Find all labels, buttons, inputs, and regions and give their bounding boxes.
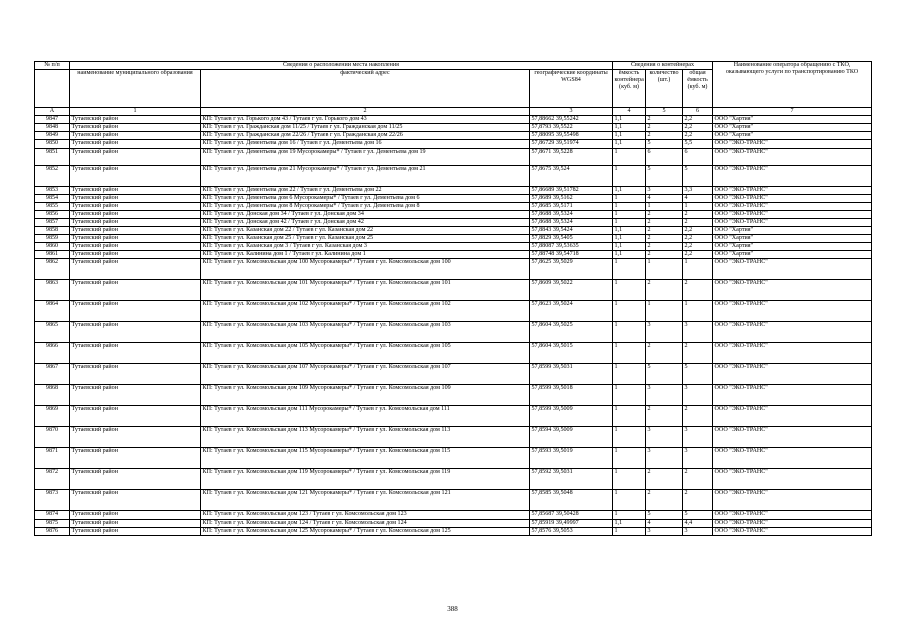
col-index: 1 [70, 108, 201, 116]
row-operator: ООО "ЭКО-ТРАНС" [713, 490, 872, 511]
row-coords: 57,8594 39,5009 [530, 427, 613, 448]
header-count: количество (шт.) [646, 70, 683, 108]
row-capacity: 1 [613, 322, 646, 343]
row-municipality: Тутаевский район [70, 427, 201, 448]
row-coords: 57,88087 39,53635 [530, 243, 613, 251]
header-operator: Наименование оператора обращению с ТКО, оказывающего услуги по транспортированию ТКО [713, 62, 872, 108]
row-number: 9866 [35, 343, 70, 364]
row-address: КП: Тутаев г ул. Дементьева дом 22 / Тутаев г ул. Дементьева дом 22 [201, 186, 530, 194]
row-municipality: Тутаевский район [70, 165, 201, 186]
row-operator: ООО "ЭКО-ТРАНС" [713, 280, 872, 301]
row-address: КП: Тутаев г ул. Калинина дом 1 / Тутаев г ул. Калинина дом 1 [201, 251, 530, 259]
row-capacity: 1 [613, 210, 646, 218]
row-municipality: Тутаевский район [70, 322, 201, 343]
row-operator: ООО "ЭКО-ТРАНС" [713, 527, 872, 535]
row-total: 2 [683, 218, 713, 226]
row-operator: ООО "ЭКО-ТРАНС" [713, 519, 872, 527]
row-operator: ООО "ЭКО-ТРАНС" [713, 385, 872, 406]
row-coords: 57,8625 39,5029 [530, 259, 613, 280]
row-operator: ООО "ЭКО-ТРАНС" [713, 259, 872, 280]
row-address: КП: Тутаев г ул. Донская дом 34 / Тутаев г ул. Донская дом 34 [201, 210, 530, 218]
row-capacity: 1,1 [613, 124, 646, 132]
table-row [35, 322, 872, 343]
row-total: 5 [683, 165, 713, 186]
row-capacity: 1 [613, 202, 646, 210]
row-total: 2,2 [683, 116, 713, 124]
row-count: 2 [646, 469, 683, 490]
row-number: 9863 [35, 280, 70, 301]
table-row [35, 490, 872, 511]
header-total: общая ёмкость (куб. м) [683, 70, 713, 108]
row-address: КП: Тутаев г ул. Комсомольская дом 119 Мусорокамеры* / Тутаев г ул. Комсомольская дом 119 [201, 469, 530, 490]
row-total: 3 [683, 385, 713, 406]
row-municipality: Тутаевский район [70, 140, 201, 148]
row-operator: ООО "ЭКО-ТРАНС" [713, 511, 872, 519]
row-operator: ООО "Хартия" [713, 251, 872, 259]
table-row [35, 427, 872, 448]
row-municipality: Тутаевский район [70, 511, 201, 519]
row-address: КП: Тутаев г ул. Дементьева дом 19 Мусорокамеры* / Тутаев г ул. Дементьева дом 19 [201, 148, 530, 165]
row-capacity: 1 [613, 259, 646, 280]
row-count: 2 [646, 406, 683, 427]
row-number: 9867 [35, 364, 70, 385]
col-index: 3 [530, 108, 613, 116]
row-total: 2 [683, 210, 713, 218]
row-address: КП: Тутаев г ул. Комсомольская дом 123 / Тутаев г ул. Комсомольская дом 123 [201, 511, 530, 519]
col-index: 7 [713, 108, 872, 116]
row-operator: ООО "ЭКО-ТРАНС" [713, 322, 872, 343]
row-coords: 57,8599 39,5031 [530, 364, 613, 385]
row-municipality: Тутаевский район [70, 202, 201, 210]
row-number: 9848 [35, 124, 70, 132]
row-total: 5,5 [683, 140, 713, 148]
row-coords: 57,8675 39,524 [530, 165, 613, 186]
row-municipality: Тутаевский район [70, 280, 201, 301]
row-count: 2 [646, 243, 683, 251]
row-total: 2,2 [683, 124, 713, 132]
row-count: 2 [646, 132, 683, 140]
row-address: КП: Тутаев г ул. Дементьева дом 16 / Тутаев г ул. Дементьева дом 16 [201, 140, 530, 148]
row-address: КП: Тутаев г ул. Комсомольская дом 111 Мусорокамеры* / Тутаев г ул. Комсомольская дом 111 [201, 406, 530, 427]
row-number: 9856 [35, 210, 70, 218]
row-address: КП: Тутаев г ул. Комсомольская дом 102 Мусорокамеры* / Тутаев г ул. Комсомольская дом 102 [201, 301, 530, 322]
table-row [35, 343, 872, 364]
row-operator: ООО "ЭКО-ТРАНС" [713, 194, 872, 202]
row-count: 2 [646, 116, 683, 124]
table-row [35, 406, 872, 427]
row-number: 9874 [35, 511, 70, 519]
row-address: КП: Тутаев г ул. Комсомольская дом 101 Мусорокамеры* / Тутаев г ул. Комсомольская дом 101 [201, 280, 530, 301]
row-number: 9872 [35, 469, 70, 490]
row-address: КП: Тутаев г ул. Комсомольская дом 105 Мусорокамеры* / Тутаев г ул. Комсомольская дом 105 [201, 343, 530, 364]
row-capacity: 1,1 [613, 140, 646, 148]
table-row [35, 165, 872, 186]
row-municipality: Тутаевский район [70, 385, 201, 406]
row-number: 9851 [35, 148, 70, 165]
row-count: 3 [646, 427, 683, 448]
row-capacity: 1 [613, 194, 646, 202]
row-address: КП: Тутаев г ул. Казанская дом 3 / Тутаев г ул. Казанская дом 3 [201, 243, 530, 251]
row-coords: 57,88095 39,55498 [530, 132, 613, 140]
row-count: 3 [646, 385, 683, 406]
table-row [35, 186, 872, 194]
table-row [35, 511, 872, 519]
table-row [35, 251, 872, 259]
row-capacity: 1,1 [613, 243, 646, 251]
row-total: 3 [683, 527, 713, 535]
table-row [35, 301, 872, 322]
row-municipality: Тутаевский район [70, 259, 201, 280]
row-operator: ООО "ЭКО-ТРАНС" [713, 301, 872, 322]
row-number: 9875 [35, 519, 70, 527]
row-total: 3 [683, 448, 713, 469]
row-number: 9849 [35, 132, 70, 140]
row-coords: 57,85919 39,49997 [530, 519, 613, 527]
table-row [35, 116, 872, 124]
row-operator: ООО "ЭКО-ТРАНС" [713, 148, 872, 165]
row-municipality: Тутаевский район [70, 124, 201, 132]
header-group-containers: Сведения о контейнерах [613, 62, 713, 70]
header-empty [35, 70, 70, 108]
row-count: 2 [646, 218, 683, 226]
row-number: 9855 [35, 202, 70, 210]
row-capacity: 1,1 [613, 251, 646, 259]
row-municipality: Тутаевский район [70, 186, 201, 194]
row-operator: ООО "Хартия" [713, 243, 872, 251]
row-capacity: 1 [613, 490, 646, 511]
header-group-location: Сведения о расположении места накопления [70, 62, 613, 70]
row-municipality: Тутаевский район [70, 469, 201, 490]
row-count: 4 [646, 519, 683, 527]
row-capacity: 1 [613, 218, 646, 226]
row-address: КП: Тутаев г ул. Дементьева дом 21 Мусорокамеры* / Тутаев г ул. Дементьева дом 21 [201, 165, 530, 186]
row-number: 9864 [35, 301, 70, 322]
row-operator: ООО "ЭКО-ТРАНС" [713, 165, 872, 186]
row-number: 9860 [35, 243, 70, 251]
row-total: 5 [683, 511, 713, 519]
row-operator: ООО "Хартия" [713, 124, 872, 132]
table-row [35, 385, 872, 406]
row-municipality: Тутаевский район [70, 132, 201, 140]
row-total: 2 [683, 490, 713, 511]
row-municipality: Тутаевский район [70, 301, 201, 322]
row-count: 1 [646, 259, 683, 280]
row-total: 1 [683, 202, 713, 210]
table-row [35, 448, 872, 469]
row-count: 1 [646, 301, 683, 322]
row-number: 9871 [35, 448, 70, 469]
row-municipality: Тутаевский район [70, 210, 201, 218]
row-capacity: 1 [613, 385, 646, 406]
row-municipality: Тутаевский район [70, 448, 201, 469]
row-capacity: 1 [613, 527, 646, 535]
row-municipality: Тутаевский район [70, 251, 201, 259]
row-capacity: 1 [613, 301, 646, 322]
row-municipality: Тутаевский район [70, 148, 201, 165]
table-row [35, 140, 872, 148]
row-count: 1 [646, 202, 683, 210]
column-index-row [35, 108, 872, 116]
row-capacity: 1 [613, 511, 646, 519]
header-capacity: ёмкость контейнера (куб. м) [613, 70, 646, 108]
row-total: 2 [683, 280, 713, 301]
row-number: 9858 [35, 227, 70, 235]
row-operator: ООО "ЭКО-ТРАНС" [713, 469, 872, 490]
row-total: 4,4 [683, 519, 713, 527]
row-coords: 57,85687 39,50428 [530, 511, 613, 519]
row-number: 9854 [35, 194, 70, 202]
row-count: 3 [646, 448, 683, 469]
row-coords: 57,8671 39,5228 [530, 148, 613, 165]
row-number: 9850 [35, 140, 70, 148]
row-capacity: 1,1 [613, 235, 646, 243]
row-municipality: Тутаевский район [70, 218, 201, 226]
row-address: КП: Тутаев г ул. Казанская дом 25 / Тутаев г ул. Казанская дом 25 [201, 235, 530, 243]
header-coords: географические координаты WGS84 [530, 70, 613, 108]
row-operator: ООО "ЭКО-ТРАНС" [713, 427, 872, 448]
row-municipality: Тутаевский район [70, 235, 201, 243]
row-count: 4 [646, 194, 683, 202]
table-row [35, 364, 872, 385]
row-number: 9852 [35, 165, 70, 186]
row-total: 2,2 [683, 235, 713, 243]
row-total: 4 [683, 194, 713, 202]
row-operator: ООО "ЭКО-ТРАНС" [713, 210, 872, 218]
table-row [35, 124, 872, 132]
row-coords: 57,86729 39,51974 [530, 140, 613, 148]
row-address: КП: Тутаев г ул. Донская дом 42 / Тутаев г ул. Донская дом 42 [201, 218, 530, 226]
row-coords: 57,8604 39,5025 [530, 322, 613, 343]
row-total: 2,2 [683, 243, 713, 251]
row-municipality: Тутаевский район [70, 490, 201, 511]
row-count: 2 [646, 343, 683, 364]
row-address: КП: Тутаев г ул. Комсомольская дом 107 Мусорокамеры* / Тутаев г ул. Комсомольская дом 107 [201, 364, 530, 385]
row-municipality: Тутаевский район [70, 364, 201, 385]
row-coords: 57,8593 39,5019 [530, 448, 613, 469]
row-operator: ООО "ЭКО-ТРАНС" [713, 448, 872, 469]
row-municipality: Тутаевский район [70, 406, 201, 427]
row-number: 9868 [35, 385, 70, 406]
row-municipality: Тутаевский район [70, 227, 201, 235]
row-address: КП: Тутаев г ул. Гражданская дом 11/25 / Тутаев г ул. Гражданская дом 11/25 [201, 124, 530, 132]
row-address: КП: Тутаев г ул. Комсомольская дом 103 Мусорокамеры* / Тутаев г ул. Комсомольская дом 103 [201, 322, 530, 343]
row-number: 9857 [35, 218, 70, 226]
row-capacity: 1 [613, 469, 646, 490]
row-count: 2 [646, 490, 683, 511]
row-coords: 57,8685 39,5171 [530, 202, 613, 210]
row-total: 6 [683, 148, 713, 165]
row-total: 3,3 [683, 186, 713, 194]
row-total: 3 [683, 322, 713, 343]
row-total: 3 [683, 427, 713, 448]
row-operator: ООО "ЭКО-ТРАНС" [713, 406, 872, 427]
row-coords: 57,8843 39,5424 [530, 227, 613, 235]
row-capacity: 1 [613, 406, 646, 427]
row-coords: 57,8592 39,5031 [530, 469, 613, 490]
row-number: 9869 [35, 406, 70, 427]
row-capacity: 1 [613, 165, 646, 186]
header-address: фактический адрес [201, 70, 530, 108]
row-address: КП: Тутаев г ул. Комсомольская дом 125 Мусорокамеры* / Тутаев г ул. Комсомольская дом 125 [201, 527, 530, 535]
row-count: 3 [646, 527, 683, 535]
row-count: 2 [646, 227, 683, 235]
table-row [35, 235, 872, 243]
table-row [35, 243, 872, 251]
row-number: 9861 [35, 251, 70, 259]
row-count: 5 [646, 165, 683, 186]
row-municipality: Тутаевский район [70, 343, 201, 364]
col-index: 6 [683, 108, 713, 116]
row-coords: 57,8576 39,5053 [530, 527, 613, 535]
row-capacity: 1 [613, 148, 646, 165]
row-operator: ООО "ЭКО-ТРАНС" [713, 202, 872, 210]
row-capacity: 1 [613, 343, 646, 364]
row-operator: ООО "ЭКО-ТРАНС" [713, 140, 872, 148]
row-coords: 57,8793 39,5522 [530, 124, 613, 132]
table-row [35, 227, 872, 235]
row-operator: ООО "ЭКО-ТРАНС" [713, 186, 872, 194]
row-coords: 57,8599 39,5018 [530, 385, 613, 406]
row-number: 9865 [35, 322, 70, 343]
row-count: 2 [646, 280, 683, 301]
header-row-groups [35, 62, 872, 70]
row-operator: ООО "Хартия" [713, 235, 872, 243]
row-coords: 57,8604 39,5015 [530, 343, 613, 364]
col-index: 4 [613, 108, 646, 116]
table-row [35, 148, 872, 165]
row-address: КП: Тутаев г ул. Комсомольская дом 113 Мусорокамеры* / Тутаев г ул. Комсомольская дом 113 [201, 427, 530, 448]
row-total: 1 [683, 301, 713, 322]
row-municipality: Тутаевский район [70, 243, 201, 251]
row-total: 2,2 [683, 227, 713, 235]
row-municipality: Тутаевский район [70, 527, 201, 535]
col-index: 5 [646, 108, 683, 116]
row-coords: 57,88662 39,55242 [530, 116, 613, 124]
row-address: КП: Тутаев г ул. Комсомольская дом 109 Мусорокамеры* / Тутаев г ул. Комсомольская дом 109 [201, 385, 530, 406]
row-count: 5 [646, 511, 683, 519]
table-row [35, 194, 872, 202]
table-row [35, 280, 872, 301]
row-municipality: Тутаевский район [70, 519, 201, 527]
row-operator: ООО "Хартия" [713, 116, 872, 124]
row-coords: 57,8599 39,5009 [530, 406, 613, 427]
row-count: 5 [646, 364, 683, 385]
table-row [35, 132, 872, 140]
row-address: КП: Тутаев г ул. Комсомольская дом 121 Мусорокамеры* / Тутаев г ул. Комсомольская дом 121 [201, 490, 530, 511]
col-index: 2 [201, 108, 530, 116]
row-address: КП: Тутаев г ул. Дементьева дом 8 Мусорокамеры* / Тутаев г ул. Дементьева дом 8 [201, 202, 530, 210]
row-coords: 57,8585 39,5048 [530, 490, 613, 511]
row-count: 2 [646, 251, 683, 259]
row-address: КП: Тутаев г ул. Казанская дом 22 / Тутаев г ул. Казанская дом 22 [201, 227, 530, 235]
row-count: 2 [646, 235, 683, 243]
row-municipality: Тутаевский район [70, 116, 201, 124]
row-coords: 57,8688 39,5324 [530, 210, 613, 218]
row-operator: ООО "ЭКО-ТРАНС" [713, 343, 872, 364]
row-capacity: 1 [613, 427, 646, 448]
row-address: КП: Тутаев г ул. Комсомольская дом 124 / Тутаев г ул. Комсомольская дом 124 [201, 519, 530, 527]
row-capacity: 1 [613, 448, 646, 469]
row-coords: 57,86689 39,51782 [530, 186, 613, 194]
row-capacity: 1 [613, 280, 646, 301]
row-count: 2 [646, 210, 683, 218]
table-row [35, 210, 872, 218]
table-row [35, 202, 872, 210]
row-coords: 57,8688 39,5324 [530, 218, 613, 226]
row-number: 9853 [35, 186, 70, 194]
row-capacity: 1,1 [613, 519, 646, 527]
row-address: КП: Тутаев г ул. Комсомольская дом 115 Мусорокамеры* / Тутаев г ул. Комсомольская дом 115 [201, 448, 530, 469]
row-number: 9873 [35, 490, 70, 511]
table-row [35, 469, 872, 490]
row-coords: 57,8689 39,5162 [530, 194, 613, 202]
row-coords: 57,8623 39,5024 [530, 301, 613, 322]
row-coords: 57,88748 39,54718 [530, 251, 613, 259]
table-row [35, 259, 872, 280]
table-row [35, 218, 872, 226]
row-operator: ООО "ЭКО-ТРАНС" [713, 364, 872, 385]
row-total: 2 [683, 406, 713, 427]
row-address: КП: Тутаев г ул. Дементьева дом 6 Мусорокамеры* / Тутаев г ул. Дементьева дом 6 [201, 194, 530, 202]
row-count: 6 [646, 148, 683, 165]
row-total: 1 [683, 259, 713, 280]
row-operator: ООО "Хартия" [713, 132, 872, 140]
header-municipality: наименование муниципального образования [70, 70, 201, 108]
row-coords: 57,8609 39,5022 [530, 280, 613, 301]
row-total: 2,2 [683, 132, 713, 140]
row-count: 3 [646, 186, 683, 194]
row-capacity: 1 [613, 364, 646, 385]
row-capacity: 1,1 [613, 186, 646, 194]
row-number: 9847 [35, 116, 70, 124]
row-municipality: Тутаевский район [70, 194, 201, 202]
col-index: А [35, 108, 70, 116]
row-operator: ООО "Хартия" [713, 227, 872, 235]
row-total: 2 [683, 343, 713, 364]
row-address: КП: Тутаев г ул. Горького дом 43 / Тутаев г ул. Горького дом 43 [201, 116, 530, 124]
page-number: 388 [447, 605, 458, 613]
row-operator: ООО "ЭКО-ТРАНС" [713, 218, 872, 226]
row-total: 2 [683, 469, 713, 490]
row-capacity: 1,1 [613, 116, 646, 124]
row-total: 5 [683, 364, 713, 385]
row-total: 2,2 [683, 251, 713, 259]
row-number: 9870 [35, 427, 70, 448]
waste-sites-table [34, 61, 872, 536]
row-number: 9862 [35, 259, 70, 280]
row-count: 3 [646, 322, 683, 343]
row-capacity: 1,1 [613, 132, 646, 140]
table-row [35, 519, 872, 527]
row-number: 9876 [35, 527, 70, 535]
row-coords: 57,8829 39,5405 [530, 235, 613, 243]
row-address: КП: Тутаев г ул. Гражданская дом 22/26 / Тутаев г ул. Гражданская дом 22/26 [201, 132, 530, 140]
row-capacity: 1,1 [613, 227, 646, 235]
row-number: 9859 [35, 235, 70, 243]
row-count: 2 [646, 124, 683, 132]
row-address: КП: Тутаев г ул. Комсомольская дом 100 Мусорокамеры* / Тутаев г ул. Комсомольская дом 100 [201, 259, 530, 280]
row-count: 5 [646, 140, 683, 148]
header-col-number: № п/п [35, 62, 70, 70]
table-row [35, 527, 872, 535]
